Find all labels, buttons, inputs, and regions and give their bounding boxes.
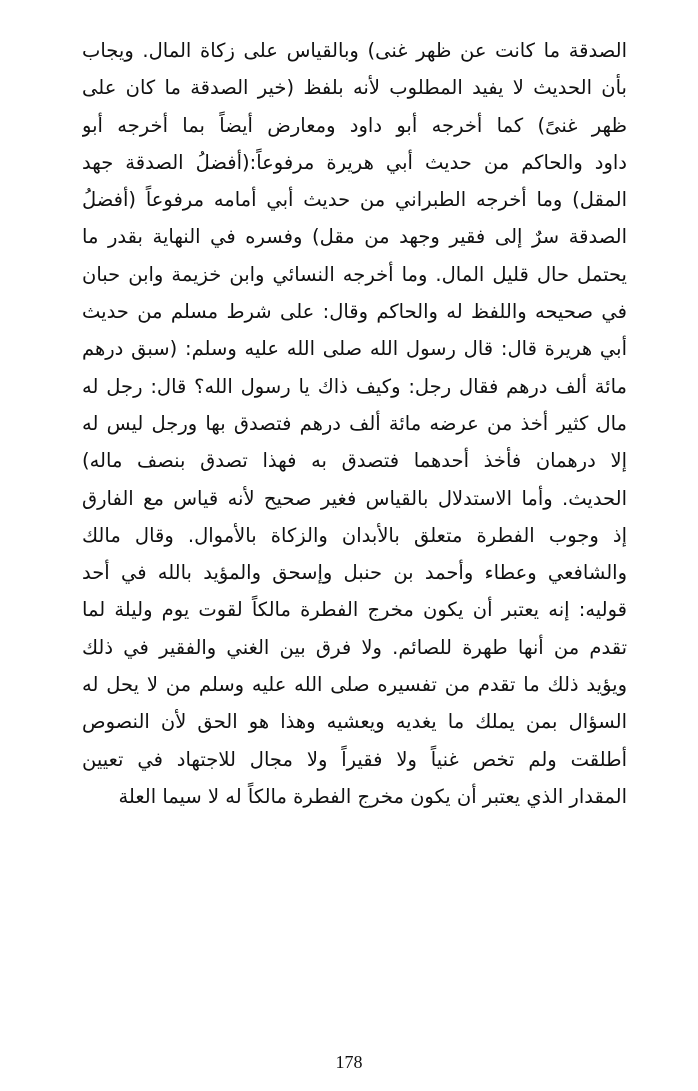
text-line: الصدقة ما كانت عن ظهر غنى) وبالقياس على زكاة المال. ويجاب <box>82 39 627 62</box>
text-line: الصدقة سرٌ إلى فقير وجهد من مقل) وفسره في النهاية بقدر ما <box>82 225 627 249</box>
text-line: أطلقت ولم تخص غنياً ولا فقيراً ولا مجال للاجتهاد في تعيين <box>82 747 627 771</box>
text-line: الحديث. وأما الاستدلال بالقياس فغير صحيح لأنه قياس مع الفارق <box>82 486 627 510</box>
text-line: يحتمل حال قليل المال. وما أخرجه النسائي وابن خزيمة وابن حبان <box>82 262 627 286</box>
text-line: ظهر غنىً) كما أخرجه أبو داود ومعارض أيضاً بما أخرجه أبو <box>82 113 627 137</box>
text-line: مال كثير أخذ من عرضه مائة ألف درهم فتصدق بها ورجل ليس له <box>82 411 627 435</box>
text-line: أبي هريرة قال: قال رسول الله صلى الله عليه وسلم: (سبق درهم <box>82 337 627 361</box>
text-line: داود والحاكم من حديث أبي هريرة مرفوعاً:(أفضلُ الصدقة جهد <box>82 150 627 174</box>
text-line: إلا درهمان فأخذ أحدهما فتصدق به فهذا تصدق بنصف ماله) <box>82 449 627 473</box>
text-line: ويؤيد ذلك ما تقدم من تفسيره صلى الله عليه وسلم من لا يحل له <box>82 673 627 697</box>
text-line: قوليه: إنه يعتبر أن يكون مخرج الفطرة مالكاً لقوت يوم وليلة لما <box>82 598 627 622</box>
text-line: إذ وجوب الفطرة متعلق بالأبدان والزكاة بالأموال. وقال مالك <box>82 523 627 547</box>
text-line: والشافعي وعطاء وأحمد بن حنبل وإسحق والمؤيد بالله في أحد <box>82 561 627 585</box>
text-line: بأن الحديث لا يفيد المطلوب لأنه بلفظ (خير الصدقة ما كان على <box>82 76 627 100</box>
body-text <box>82 32 627 815</box>
text-line: في صحيحه واللفظ له والحاكم وقال: على شرط مسلم من حديث <box>82 300 627 324</box>
text-line: مائة ألف درهم فقال رجل: وكيف ذاك يا رسول الله؟ قال: رجل له <box>82 374 627 398</box>
text-line: المقدار الذي يعتبر أن يكون مخرج الفطرة مالكاً له لا سيما العلة <box>118 784 627 808</box>
text-line: المقل) وما أخرجه الطبراني من حديث أبي أمامه مرفوعاً (أفضلُ <box>82 188 627 212</box>
text-line: السؤال بمن يملك ما يغديه ويعشيه وهذا هو الحق لأن النصوص <box>82 710 627 734</box>
text-line: تقدم من أنها طهرة للصائم. ولا فرق بين الغني والفقير في ذلك <box>82 635 627 659</box>
page-number: 178 <box>335 1052 363 1072</box>
